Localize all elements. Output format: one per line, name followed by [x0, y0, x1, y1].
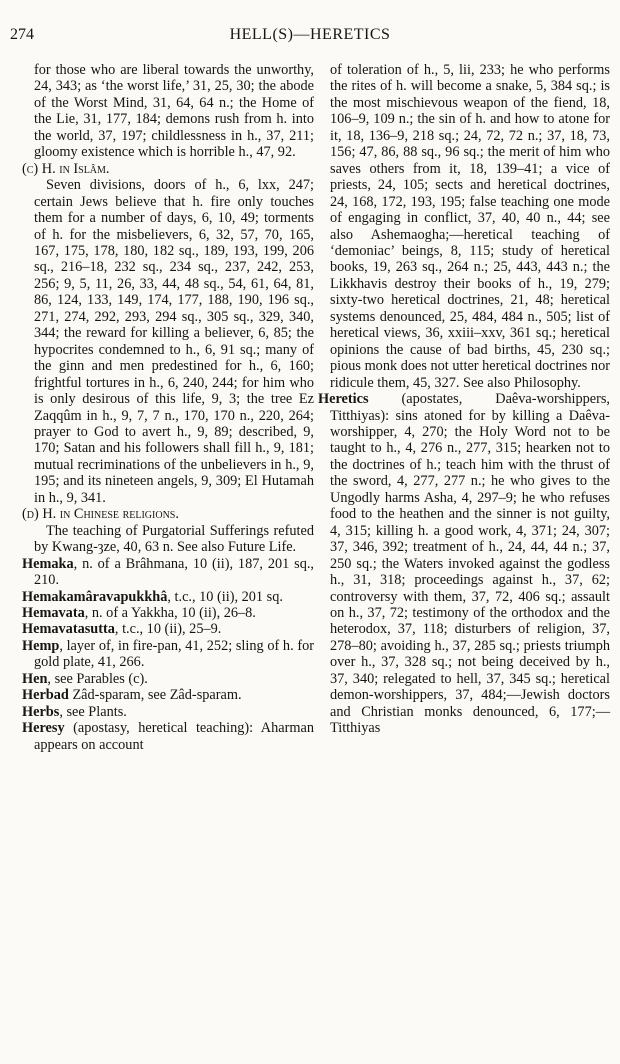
section-label: (c) H. in Islâm. — [22, 160, 110, 177]
right-column — [318, 62, 610, 737]
entry-headword: Herbs — [22, 703, 60, 720]
entry-headword: Heretics — [318, 391, 369, 408]
entry-text: (apostates, Daêva-worshippers, Titthiyas): sins atoned for by killing a Daêva-worshipper, 4, 270; the Holy Word not to be taught to h., 4, 276 n., 277, 315; hearken not to the doctrines of h.; teach him with the thrust of the sword, 4, 277, 277 n.; he who gives to the Ungodly harms Asha, 4, 297–9; he who refuses food to the heathen and the sinner is not guilty, 4, 315; killing h. a good work, 4, 371; 24, 307; 37, 346, 392; treatment of h., 24, 44, 44 n.; 37, 250 sq.; the Waters invoked against the godless h., 31, 318; proceedings against h., 37, 62; controversy with them, 37, 72, 406 sq.; assault on h., 37, 72; testimony of the orthodox and the heterodox, 37, 118; disturbers of religion, 37, 278–80; avoiding h., 37, 285 sq.; priests triumph over h., 37, 328 sq.; not being deceived by h., 37, 340; relegated to hell, 37, 345 sq.; heretical demon-worshippers, 37, 484;—Jewish doctors and Christian monks denounced, 6, 177;—Titthiyas — [330, 391, 610, 737]
index-entry-hen — [22, 671, 314, 687]
entry-headword: Hemavata — [22, 604, 85, 621]
index-entry-hemaka — [22, 556, 314, 589]
entry-text: , see Parables (c). — [47, 670, 148, 687]
entry-text: , n. of a Brâhmana, 10 (ii), 187, 201 sq., 210. — [34, 555, 314, 589]
entry-text: , t.c., 10 (ii), 25–9. — [114, 621, 222, 638]
entry-headword: Herbad — [22, 687, 69, 704]
page-header — [0, 26, 620, 48]
index-entry-herbs — [22, 704, 314, 720]
section-hell-in-chinese-heading — [22, 506, 314, 522]
entry-text: , n. of a Yakkha, 10 (ii), 26–8. — [84, 604, 256, 621]
entry-headword: Hen — [22, 670, 48, 687]
entry-headword: Hemakamâravapukkhâ — [22, 588, 168, 605]
entry-text: Zâd-sparam, see Zâd-sparam. — [68, 687, 242, 704]
index-entry-hemavata — [22, 605, 314, 621]
index-entry-heresy — [22, 720, 314, 753]
index-entry-hemakamanavapukkha — [22, 589, 314, 605]
page-number: 274 — [10, 26, 34, 43]
entry-headword: Hemavatasutta — [22, 621, 115, 638]
section-hell-in-chinese-text: The teaching of Purgatorial Sufferings refuted by Kwang-ȝze, 40, 63 n. See also Future Life. — [34, 522, 314, 556]
left-column — [22, 62, 314, 753]
section-hell-in-islam-text: Seven divisions, doors of h., 6, lxx, 247; certain Jews believe that h. fire only touches them for a number of days, 6, 10, 49; torments of h. for the misbelievers, 6, 32, 57, 70, 165, 167, 175, 178, 180, 182 sq., 189, 193, 199, 206 sq., 216–18, 232 sq., 234 sq., 237, 242, 253, 256; 9, 5, 11, 26, 33, 44, 48 sq., 54, 61, 64, 81, 86, 124, 133, 149, 174, 177, 188, 190, 196 sq., 271, 274, 292, 293, 294 sq., 305 sq., 329, 340, 344; the reward for killing a believer, 6, 85; the hypocrites condemned to h., 6, 91 sq.; many of the ginn and men predestined for h., 6, 160; frightful tortures in h., 6, 240, 244; for him who is only desirous of this life, 9, 3; the tree Ez Zaqqûm in h., 9, 7, 7 n., 170, 170 n., 220, 264; prayer to God to avert h., 9, 89; described, 9, 170; Satan and his followers shall fill h., 9, 181; mutual recriminations of the unbelievers in h., 9, 195; and its nineteen angels, 9, 309; El Hutamah in h., 9, 341. — [34, 177, 314, 506]
section-label: (d) H. in Chinese religions. — [22, 506, 179, 523]
entry-text: (apostasy, heretical teaching): Aharman appears on account — [34, 720, 314, 753]
entry-headword: Heresy — [22, 720, 65, 737]
running-title: HELL(S)—HERETICS — [229, 26, 391, 43]
heresy-entry-continuation: of toleration of h., 5, lii, 233; he who performs the rites of h. will become a snake, 5, 384 sq.; is the most mischievous weapon of the fiend, 18, 106–9, 109 n.; the sin of h. and how to atone for it, 18, 136–9, 218 sq.; 24, 72, 72 n.; 37, 18, 73, 156; 47, 86, 88 sq., 96 sq.; the merit of him who saves others from it, 18, 139–41; a vice of priests, 24, 105; sects and heretical doctrines, 24, 168, 172, 193, 195; false teaching one mode of engaging in conflict, 37, 40, 40 n., 44; see also Ashemaogha;—heretical teaching of ‘demoniac’ beings, 8, 115; study of heretical books, 19, 263 sq., 264 n.; 25, 443, 443 n.; the Likkhavis destroy their books of h., 19, 279; sixty-two heretical doctrines, 21, 48; heretical systems denounced, 25, 484, 484 n., 505; list of heretical views, 36, xxiii–xxv, 361 sq.; heretical opinions the cause of bad births, 45, 230 sq.; pious monk does not utter heretical doctrines nor ridicule them, 45, 327. See also Philosophy. — [330, 62, 610, 391]
entry-headword: Hemaka — [22, 555, 74, 572]
entry-headword: Hemp — [22, 637, 60, 654]
section-hell-in-islam-heading — [22, 161, 314, 177]
hell-entry-continuation: for those who are liberal towards the unworthy, 24, 343; as ‘the worst life,’ 31, 25, 30; the abode of the Worst Mind, 31, 64, 64 n.; the Home of the Lie, 31, 177, 184; demons rush from h. into the world, 37, 197; childlessness in h., 37, 211; gloomy existence which is horrible h., 47, 92. — [34, 62, 314, 161]
entry-text: , t.c., 10 (ii), 201 sq. — [167, 588, 283, 605]
entry-text: , layer of, in fire-pan, 41, 252; sling of h. for gold plate, 41, 266. — [34, 637, 314, 671]
index-entry-heretics — [318, 391, 610, 737]
entry-text: , see Plants. — [59, 703, 127, 720]
index-entry-herbad — [22, 687, 314, 703]
index-entry-hemavatasutta — [22, 621, 314, 637]
index-entry-hemp — [22, 638, 314, 671]
